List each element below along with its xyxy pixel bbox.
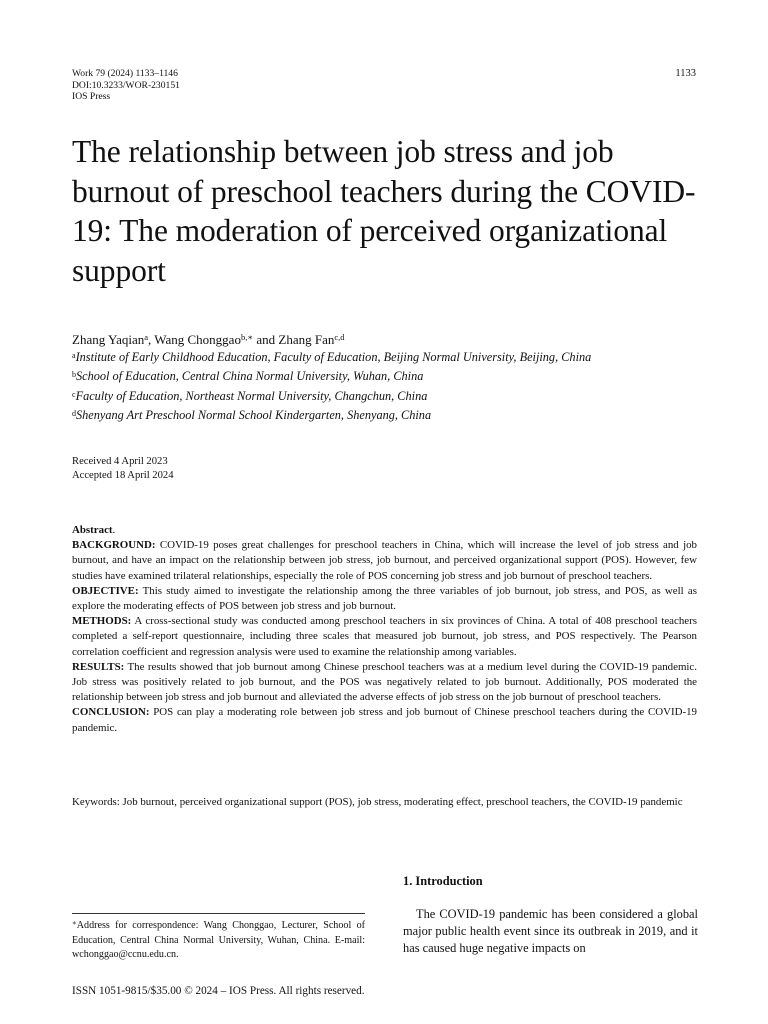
paper-title: The relationship between job stress and job burnout of preschool teachers during the COVID-19: The moderation of perceived organizational support	[72, 134, 696, 288]
footnote-divider	[72, 913, 365, 914]
introduction-paragraph: The COVID-19 pandemic has been considered a global major public health event since its outbreak in 2019, and it has caused huge negative impacts on	[403, 907, 698, 955]
abstract-results: RESULTS: The results showed that job burnout among Chinese preschool teachers was at a medium level during the COVID-19 pandemic. Job stress was positively related to job burnout, and the POS was negatively related to job burnout. Additionally, POS moderated the relationship between job stress and job burnout and alleviated the adverse effects of job stress on the job burnout of preschool teachers.	[72, 660, 697, 704]
submission-dates	[72, 455, 174, 482]
keywords: Keywords: Job burnout, perceived organizational support (POS), job stress, moderating effect, preschool teachers, the COVID-19 pandemic	[72, 796, 683, 808]
author-name: Zhang Yaqian	[72, 332, 145, 347]
affiliation: $^d$Shenyang Art Preschool Normal School Kindergarten, Shenyang, China	[72, 407, 432, 422]
abstract-objective: OBJECTIVE: This study aimed to investigate the relationship among the three variables of job burnout, job stress, and POS, as well as explore the moderating effects of POS between job stress and job burnout.	[72, 584, 697, 613]
abstract-conclusion: CONCLUSION: POS can play a moderating role between job stress and job burnout of Chinese preschool teachers during the COVID-19 pandemic.	[72, 706, 697, 734]
abstract	[72, 523, 697, 736]
journal-citation: Work 79 (2024) 1133–1146	[72, 68, 178, 79]
received-date: Received 4 April 2023	[72, 456, 168, 467]
doi[interactable]: DOI:10.3233/WOR-230151	[72, 79, 180, 91]
author-affil-mark: b,∗	[240, 332, 254, 342]
author-list: Zhang Yaqian$^a$, Wang Chonggao$^{b,∗}$ and Zhang Fan$^{c,d}$	[72, 332, 345, 347]
affiliation: $^c$Faculty of Education, Northeast Normal University, Changchun, China	[72, 388, 428, 403]
author-name: Wang Chonggao	[154, 332, 241, 347]
abstract-methods: METHODS: A cross-sectional study was conducted among preschool teachers in six provinces of China. A total of 408 preschool teachers completed a self-report questionnaire, including three scales that measured job burnout, job stress, and POS respectively. The Pearson correlation coefficient and regression analysis were used to examine the relationship among variables.	[72, 615, 697, 658]
abstract-heading: Abstract.	[72, 524, 116, 536]
abstract-background: BACKGROUND: COVID-19 poses great challenges for preschool teachers in China, which will increase the level of job stress and job burnout, and have an impact on the relationship between job stress, job burnout, and perceived organizational support (POS). However, few studies have examined trilateral relationships, especially the role of POS concerning job stress and job burnout of preschool teachers.	[72, 539, 697, 582]
correspondence-footnote: ∗Address for correspondence: Wang Chonggao, Lecturer, School of Education, Central China Normal University, Wuhan, China. E-mail: wchonggao@ccnu.edu.cn.	[72, 919, 365, 961]
affiliation: $^a$Institute of Early Childhood Education, Faculty of Education, Beijing Normal University, Beijing, China	[72, 350, 592, 364]
affiliation-list	[72, 347, 591, 424]
affiliation: $^b$School of Education, Central China Normal University, Wuhan, China	[72, 369, 424, 384]
author-name: and Zhang Fan	[256, 332, 335, 347]
accepted-date: Accepted 18 April 2024	[72, 469, 174, 481]
author-affil-mark: c,d	[334, 332, 345, 342]
publisher: IOS Press	[72, 91, 111, 102]
section-heading-introduction: 1. Introduction	[403, 874, 483, 888]
author-affil-mark: a	[144, 332, 148, 342]
journal-header	[72, 68, 180, 103]
page-number: 1133	[675, 68, 696, 79]
issn-copyright: ISSN 1051-9815/$35.00 © 2024 – IOS Press. All rights reserved.	[72, 985, 365, 997]
